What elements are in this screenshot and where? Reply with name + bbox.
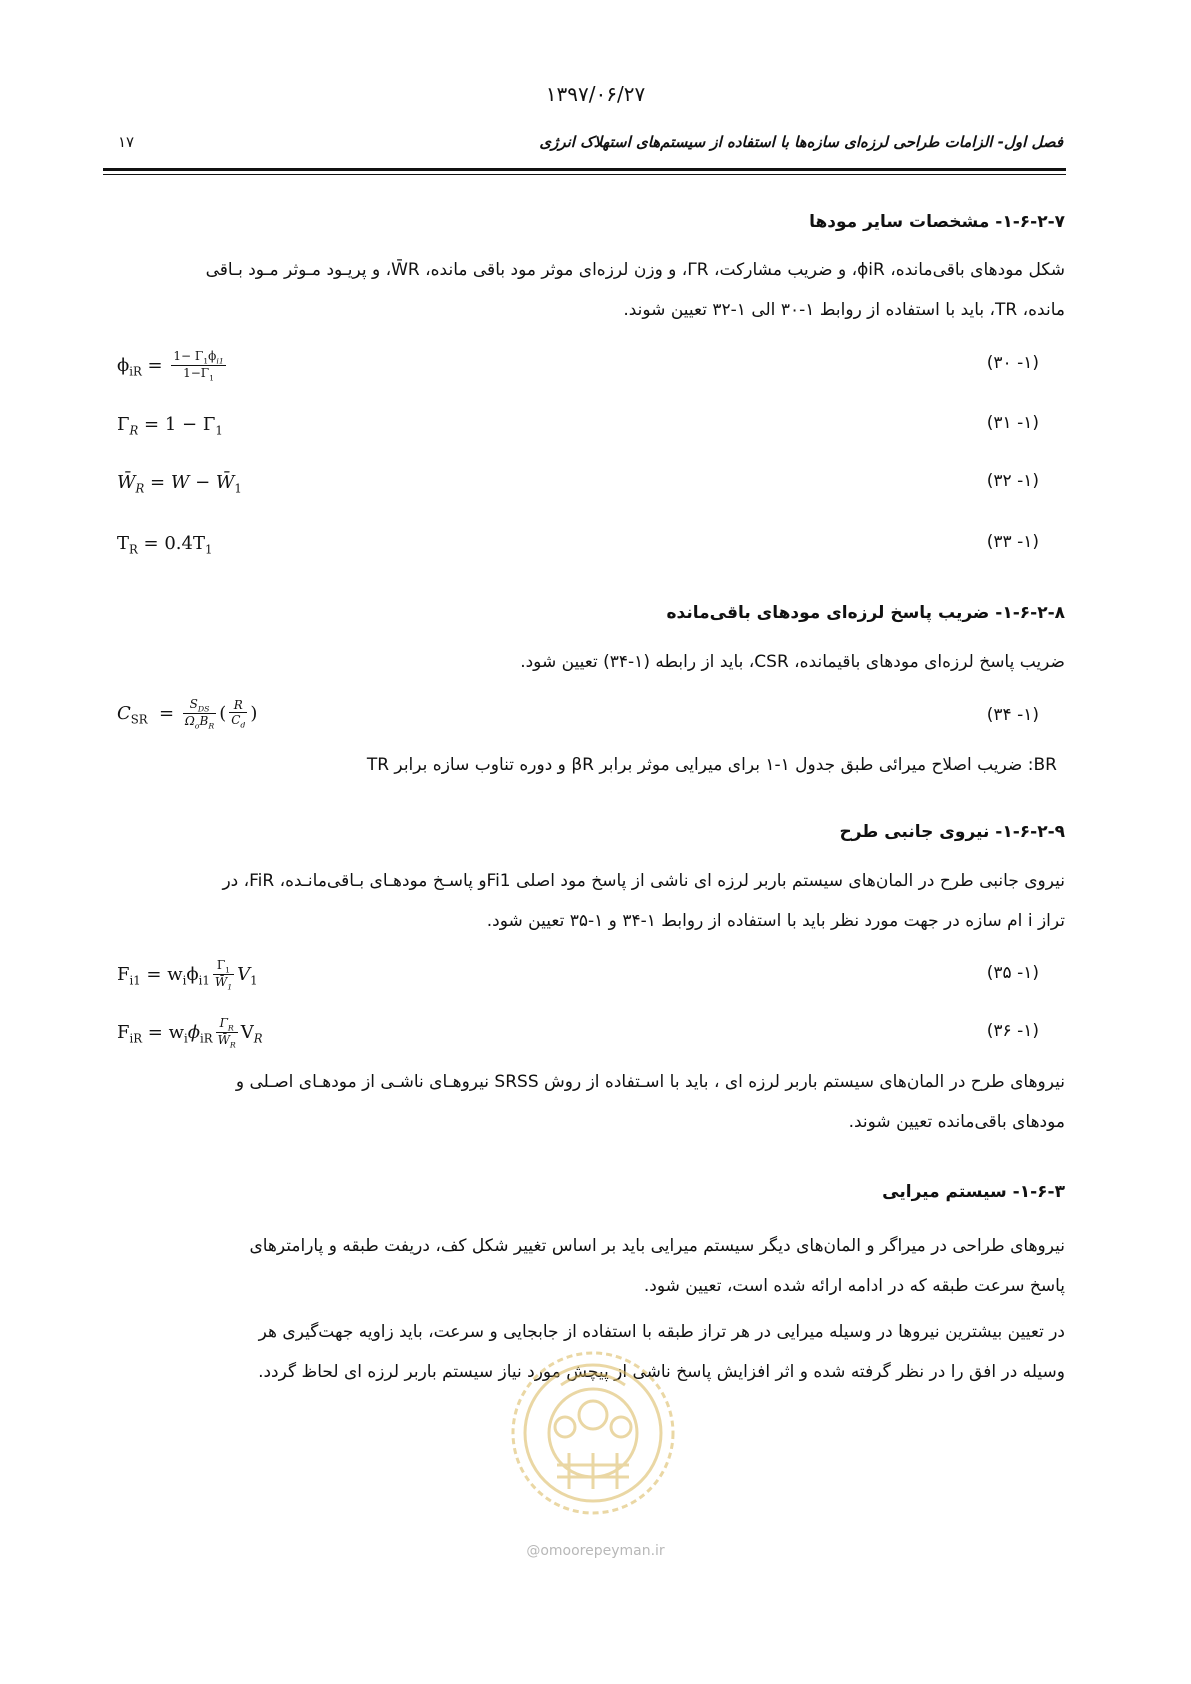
section-heading-damping-system: ۱-۶-۳- سیستم میرایی	[882, 1182, 1065, 1202]
paragraph-line: تراز i ام سازه در جهت مورد نظر باید با استفاده از روابط ۱-۳۴ و ۱-۳۵ تعیین شود.	[486, 911, 1065, 931]
equation-33: $T_R = 0.4T_1$	[117, 533, 213, 557]
equation-number: (۱- ۳۴)	[986, 705, 1039, 725]
seal-logo-icon	[505, 1345, 681, 1521]
equation-31: $\Gamma_R = 1 - \Gamma_1$	[117, 414, 223, 438]
equation-36: $F_{iR} = w_i\phi_{iR}$ $\frac{\Gamma_R}{W̄_R}$ $V_R$	[117, 1016, 263, 1050]
watermark-site: @omoorepeyman.ir	[526, 1543, 665, 1559]
section-heading-lateral-force: ۱-۶-۲-۹- نیروی جانبی طرح	[839, 822, 1065, 842]
equation-number: (۱- ۳۶)	[986, 1021, 1039, 1041]
paragraph-line: نیروهای طراحی در میراگر و المان‌های دیگر سیستم میرایی باید بر اساس تغییر شکل کف، دریفت طبقه و پارامترهای	[249, 1236, 1065, 1256]
equation-number: (۱- ۳۲)	[986, 471, 1039, 491]
chapter-title: فصل اول- الزامات طراحی لرزه‌ای سازه‌ها با استفاده از سیستم‌های استهلاک انرژی	[539, 133, 1063, 151]
section-heading-other-modes: ۱-۶-۲-۷- مشخصات سایر مودها	[809, 212, 1065, 232]
paragraph-line: مانده، TR، باید با استفاده از روابط ۱-۳۰ الی ۱-۳۲ تعیین شوند.	[623, 300, 1065, 320]
equation-32: $W̄_R = W$ − $W̄_1$	[117, 472, 242, 496]
equation-number: (۱- ۳۵)	[986, 963, 1039, 983]
equation-30: $\phi_{iR}$ = $\frac{1- \Gamma_1\phi_{i1}}{1-\Gamma_1}$	[117, 349, 224, 383]
page-number: ۱۷	[118, 133, 135, 151]
paragraph-line: پاسخ سرعت طبقه که در ادامه ارائه شده است، تعیین شود.	[643, 1276, 1065, 1296]
equation-35: $F_{i1} = w_i\phi_{i1}$ $\frac{\Gamma_1}{W̄_1}$ $V_1$	[117, 958, 258, 992]
paragraph-line: شکل مودهای باقی‌مانده، ϕiR، و ضریب مشارکت، ΓR، و وزن لرزه‌ای موثر مود باقی مانده، W̄R، و پریـود مـوثر مـود بـاقی	[205, 260, 1065, 280]
header-rule-thin	[103, 174, 1066, 175]
equation-number: (۱- ۳۱)	[986, 413, 1039, 433]
paragraph-line: نیروی جانبی طرح در المان‌های سیستم باربر لرزه ای ناشی از پاسخ مود اصلی Fi1و پاسـخ مودهـای بـاقی‌مانـده، FiR، در	[222, 871, 1065, 891]
br-definition: BR: ضریب اصلاح میرائی طبق جدول ۱-۱ برای میرایی موثر برابر βR و دوره تناوب سازه برابر TR	[366, 755, 1057, 775]
section-heading-residual-response: ۱-۶-۲-۸- ضریب پاسخ لرزه‌ای مودهای باقی‌مانده	[666, 603, 1065, 623]
document-date: ۱۳۹۷/۰۶/۲۷	[545, 82, 646, 106]
header-rule-thick	[103, 168, 1066, 171]
paragraph-line: ضریب پاسخ لرزه‌ای مودهای باقیمانده، CSR، باید از رابطه (۱-۳۴) تعیین شود.	[520, 652, 1065, 672]
paragraph-line: در تعیین بیشترین نیروها در وسیله میرایی در هر تراز طبقه با استفاده از جابجایی و سرعت، باید زاویه جهت‌گیری هر	[258, 1322, 1065, 1342]
equation-34: $C_{SR}$ = $\frac{S_{DS}}{\Omega_oB_R}$ ( $\frac{R}{C_d}$ )	[117, 697, 258, 731]
equation-number: (۱- ۳۳)	[986, 532, 1039, 552]
equation-number: (۱- ۳۰)	[986, 353, 1039, 373]
paragraph-line: مودهای باقی‌مانده تعیین شوند.	[848, 1112, 1065, 1132]
paragraph-line: وسیله در افق را در نظر گرفته شده و اثر افزایش پاسخ ناشی از پیچش مورد نیاز سیستم باربر لرزه ای لحاظ گردد.	[258, 1362, 1065, 1382]
paragraph-line: نیروهای طرح در المان‌های سیستم باربر لرزه ای ، باید با اسـتفاده از روش SRSS نیروهـای ناشـی از مودهـای اصـلی و	[235, 1072, 1065, 1092]
